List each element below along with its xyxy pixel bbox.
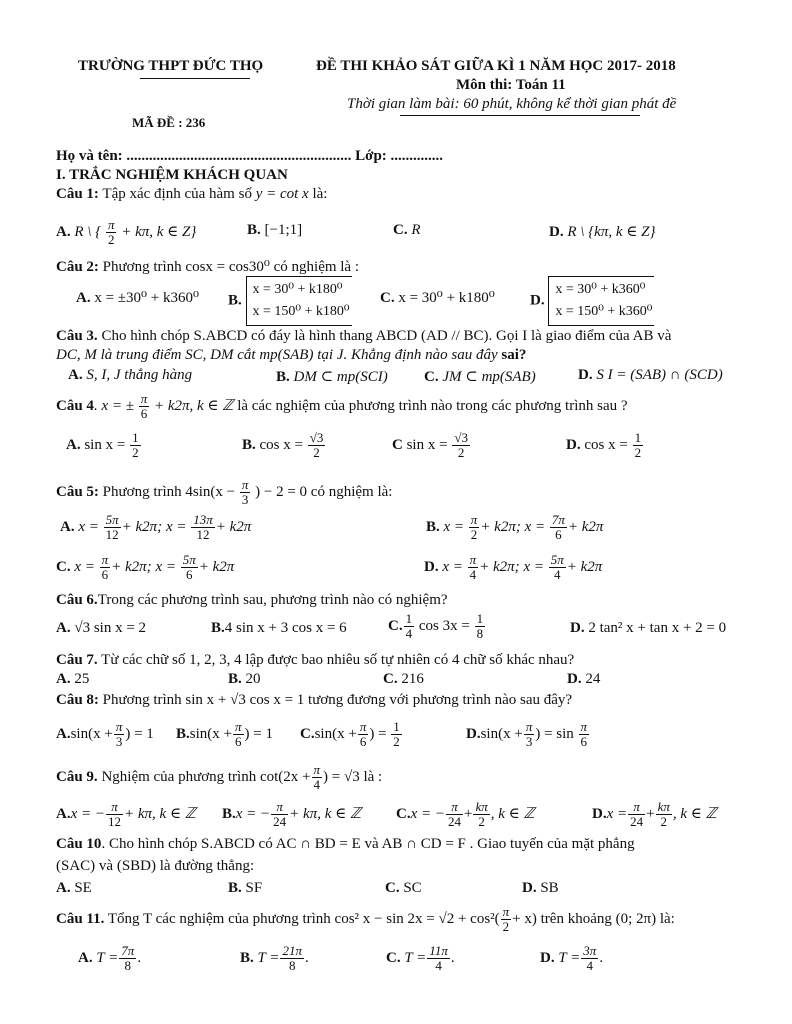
option-text: JM ⊂ mp(SAB) xyxy=(442,369,536,385)
q11-option-b[interactable]: B. T = $\frac{21\pi}{8}$ . xyxy=(240,943,309,973)
option-text: , k ∈ ℤ xyxy=(672,805,717,822)
question-label: Câu 4 xyxy=(56,397,94,414)
option-label: A. xyxy=(56,223,71,240)
option-label: C. xyxy=(393,222,408,238)
question-text: Trong các phương trình sau, phương trình nào có nghiệm? xyxy=(97,592,448,608)
fraction: $\frac{\pi}{4}$ xyxy=(313,762,321,792)
option-label: B. xyxy=(242,436,256,453)
option-text: sin(x + xyxy=(189,725,232,742)
option-label: B. xyxy=(222,805,236,822)
question-label: Câu 2: xyxy=(56,259,99,275)
question-2 xyxy=(56,257,359,276)
question-10-line2: (SAC) và (SBD) là đường thẳng: xyxy=(56,858,255,874)
option-label: C. xyxy=(380,290,395,306)
question-text: Từ các chữ số 1, 2, 3, 4 lập được bao nhiêu số tự nhiên có 4 chữ số khác nhau? xyxy=(101,652,575,668)
question-7 xyxy=(56,652,574,669)
option-label: D. xyxy=(522,880,537,896)
q2-option-d[interactable] xyxy=(530,276,654,326)
q6-option-b[interactable] xyxy=(211,620,347,637)
question-expr: y = cot x xyxy=(255,186,309,202)
q5-option-a[interactable]: A. x = $\frac{5\pi}{12}$ + k2π; x = $\frac{13\pi}{12}$ + k2π xyxy=(60,512,252,542)
q6-option-d[interactable] xyxy=(570,620,726,637)
option-label: D. xyxy=(567,671,582,687)
fraction: $\frac{\pi}{24}$ xyxy=(630,799,644,829)
q8-option-b[interactable] xyxy=(176,720,273,749)
q9-option-d[interactable]: D.x = $\frac{\pi}{24}$ + $\frac{k\pi}{2}$ , k ∈ ℤ xyxy=(592,799,717,829)
option-text: √3 sin x = 2 xyxy=(74,620,147,636)
fraction: $\frac{\pi}{6}$ xyxy=(359,719,367,749)
question-5 xyxy=(56,478,392,507)
fraction: $\frac{1}{4}$ xyxy=(405,611,413,641)
option-label: C. xyxy=(424,369,439,385)
question-label: Câu 3. xyxy=(56,328,98,344)
option-label: C. xyxy=(385,880,400,896)
q1-option-a[interactable] xyxy=(56,218,196,247)
option-label: A. xyxy=(60,518,75,535)
fraction: $\frac{\pi}{6}$ xyxy=(101,552,109,582)
option-text: SE xyxy=(74,880,92,896)
option-text: S I = (SAB) ∩ (SCD) xyxy=(596,367,723,383)
fraction: $\frac{\pi}{6}$ xyxy=(234,719,242,749)
fraction: $\frac{7\pi}{8}$ xyxy=(121,943,135,973)
option-label: C. xyxy=(396,805,411,822)
fraction: $\frac{21\pi}{8}$ xyxy=(282,943,302,973)
fraction: $\frac{\pi}{2}$ xyxy=(470,512,478,542)
option-label: A. xyxy=(56,725,71,742)
option-text: 24 xyxy=(585,671,601,687)
option-label: C. xyxy=(383,671,398,687)
fraction: $\frac{7\pi}{6}$ xyxy=(551,512,565,542)
option-text: R \ { xyxy=(74,223,102,240)
option-label: B. xyxy=(426,518,440,535)
option-label: A. xyxy=(76,290,91,306)
option-text: ) = xyxy=(369,725,387,742)
fraction: $\frac{k\pi}{2}$ xyxy=(657,799,670,829)
equation-system: x = 30⁰ + k180⁰ x = 150⁰ + k180⁰ xyxy=(246,276,352,326)
q7-option-d[interactable] xyxy=(567,671,600,688)
q10-option-a[interactable] xyxy=(56,880,92,897)
option-label: B. xyxy=(228,671,242,687)
q6-option-a[interactable] xyxy=(56,620,146,637)
question-text: Phương trình cosx = cos30⁰ có nghiệm là : xyxy=(102,259,360,275)
question-label: Câu 5: xyxy=(56,483,99,500)
option-text: SF xyxy=(245,880,263,896)
q1-option-d[interactable] xyxy=(549,222,655,241)
option-text: SC xyxy=(403,880,422,896)
option-text: 4 sin x + 3 cos x = 6 xyxy=(224,620,347,636)
q4-option-d[interactable] xyxy=(566,431,644,460)
option-text: SB xyxy=(540,880,559,896)
option-text: cos 3x = xyxy=(418,617,470,634)
option-label: A. xyxy=(56,880,71,896)
question-tail: là: xyxy=(312,186,328,202)
question-10 xyxy=(56,836,635,853)
question-text: Tập xác định của hàm số xyxy=(102,186,252,202)
exam-time-note: Thời gian làm bài: 60 phút, không kể thời gian phát đề xyxy=(347,96,677,112)
option-label: B. xyxy=(211,620,225,636)
question-1 xyxy=(56,186,327,203)
option-text: [−1;1] xyxy=(264,222,303,238)
fraction: $\frac{1}{2}$ xyxy=(393,719,400,749)
option-text: + kπ, k ∈ ℤ xyxy=(124,805,196,822)
question-6 xyxy=(56,592,448,609)
option-text: S, I, J thẳng hàng xyxy=(86,367,193,383)
q3-option-a[interactable] xyxy=(68,367,192,384)
option-text: x = ±30⁰ + k360⁰ xyxy=(94,290,200,306)
option-label: D. xyxy=(566,436,581,453)
option-label: D. xyxy=(592,805,607,822)
option-label: B. xyxy=(176,725,190,742)
question-expr: + k2π, k ∈ ℤ xyxy=(153,397,234,414)
question-11 xyxy=(56,905,675,934)
option-text: sin(x + xyxy=(480,725,523,742)
q4-option-b[interactable] xyxy=(242,431,326,460)
q10-option-d[interactable] xyxy=(522,880,559,897)
fraction: $\frac{13\pi}{12}$ xyxy=(193,512,213,542)
option-text: ) = sin xyxy=(535,725,574,742)
exam-title: ĐỀ THI KHẢO SÁT GIỮA KÌ 1 NĂM HỌC 2017- 2018 xyxy=(316,58,676,74)
q7-option-b[interactable] xyxy=(228,671,261,688)
q2-option-a[interactable] xyxy=(76,288,199,307)
time-underline xyxy=(400,115,640,116)
option-text: x = − xyxy=(410,805,445,822)
q1-option-c[interactable] xyxy=(393,222,421,239)
option-label: C. xyxy=(386,949,401,966)
fraction: $\frac{\pi}{3}$ xyxy=(525,719,533,749)
question-expr: + x) trên khoảng (0; 2π) là: xyxy=(512,910,675,927)
q3-option-d[interactable] xyxy=(578,367,723,384)
fraction: $\frac{√3}{2}$ xyxy=(309,430,324,460)
q10-option-c[interactable] xyxy=(385,880,422,897)
option-label: B. xyxy=(228,880,242,896)
equation-system: x = 30⁰ + k360⁰ x = 150⁰ + k360⁰ xyxy=(548,276,654,326)
option-text: ) = 1 xyxy=(125,725,154,742)
option-text: sin(x + xyxy=(70,725,113,742)
question-expr: Phương trình 4sin(x − xyxy=(102,483,236,500)
question-text: DC, M là trung điểm SC, DM cắt mp(SAB) tại J. Khẳng định nào sau đây xyxy=(56,347,502,363)
question-label: Câu 6. xyxy=(56,592,98,608)
q11-option-c[interactable]: C. T = $\frac{11\pi}{4}$ . xyxy=(386,943,455,973)
fraction: $\frac{\pi}{3}$ xyxy=(115,719,123,749)
q1-option-b[interactable] xyxy=(247,222,302,239)
option-text: x = 30⁰ + k180⁰ xyxy=(398,290,495,306)
fraction: $\frac{\pi}{24}$ xyxy=(273,799,287,829)
option-label: A. xyxy=(56,671,71,687)
school-underline xyxy=(140,78,250,79)
fraction: $\frac{3\pi}{4}$ xyxy=(583,943,597,973)
question-label: Câu 1: xyxy=(56,186,99,202)
question-label: Câu 11. xyxy=(56,910,105,927)
question-expr: Tổng T các nghiệm của phương trình cos² x − sin 2x = √2 + cos²( xyxy=(107,910,500,927)
option-label: A. xyxy=(56,805,71,822)
question-text: Phương trình sin x + √3 cos x = 1 tương đương với phương trình nào sau đây? xyxy=(102,692,573,708)
option-text: + kπ, k ∈ ℤ xyxy=(289,805,362,822)
question-label: Câu 10 xyxy=(56,836,102,852)
fraction: $\frac{\pi}{2}$ xyxy=(107,217,115,247)
q5-option-d[interactable]: D. x = $\frac{\pi}{4}$ + k2π; x = $\frac{5\pi}{4}$ + k2π xyxy=(424,552,603,582)
option-text: ) = 1 xyxy=(244,725,273,742)
option-text: sin x = xyxy=(406,436,448,453)
question-8 xyxy=(56,692,572,709)
q8-option-d[interactable] xyxy=(466,720,590,749)
question-expr: Nghiệm của phương trình cot(2x + xyxy=(101,768,311,785)
fraction: $\frac{k\pi}{2}$ xyxy=(475,799,488,829)
option-label: B. xyxy=(228,292,242,309)
q3-option-b[interactable] xyxy=(276,367,388,386)
question-text: Cho hình chóp S.ABCD có đáy là hình thang ABCD (AD // BC). Gọi I là giao điểm của AB và xyxy=(101,328,672,344)
q4-option-c[interactable] xyxy=(392,431,471,460)
option-label: D. xyxy=(530,292,545,309)
option-label: D. xyxy=(466,725,481,742)
question-3-line2 xyxy=(56,347,526,364)
fraction: $\frac{1}{2}$ xyxy=(634,430,642,460)
question-label: Câu 7. xyxy=(56,652,98,668)
question-expr: ) − 2 = 0 có nghiệm là: xyxy=(255,483,393,500)
fraction: $\frac{\pi}{6}$ xyxy=(140,391,148,421)
option-label: A. xyxy=(78,949,93,966)
question-text: là các nghiệm của phương trình nào trong các phương trình sau ? xyxy=(237,397,628,414)
question-4 xyxy=(56,392,628,421)
fraction: $\frac{5\pi}{6}$ xyxy=(182,552,196,582)
option-label: C. xyxy=(56,558,71,575)
q7-option-a[interactable] xyxy=(56,671,89,688)
option-text: cos x = xyxy=(259,436,303,453)
option-label: C. xyxy=(300,725,315,742)
option-label: A. xyxy=(56,620,71,636)
option-text: R \ {kπ, k ∈ Z} xyxy=(567,224,656,240)
question-label: Câu 9. xyxy=(56,768,98,785)
option-label: B. xyxy=(276,369,290,385)
fraction: $\frac{5\pi}{12}$ xyxy=(105,512,119,542)
option-label: A. xyxy=(68,367,83,383)
fraction: $\frac{1}{8}$ xyxy=(476,611,484,641)
option-text: 25 xyxy=(74,671,90,687)
option-label: B. xyxy=(240,949,254,966)
question-text: . Cho hình chóp S.ABCD có AC ∩ BD = E và AB ∩ CD = F . Giao tuyến của mặt phẳng xyxy=(101,836,635,852)
fraction: $\frac{5\pi}{4}$ xyxy=(550,552,564,582)
fraction: $\frac{\pi}{2}$ xyxy=(502,904,510,934)
q3-option-c[interactable] xyxy=(424,367,536,386)
q4-option-a[interactable] xyxy=(66,431,142,460)
fraction: $\frac{√3}{2}$ xyxy=(454,430,468,460)
option-label: D. xyxy=(570,620,585,636)
q10-option-b[interactable] xyxy=(228,880,262,897)
option-text: sin x = xyxy=(84,436,126,453)
option-label: C. xyxy=(388,617,403,634)
q5-option-b[interactable]: B. x = $\frac{\pi}{2}$ + k2π; x = $\frac{7\pi}{6}$ + k2π xyxy=(426,512,604,542)
exam-subject: Môn thi: Toán 11 xyxy=(456,77,566,93)
q9-option-a[interactable] xyxy=(56,800,196,829)
fraction: $\frac{\pi}{4}$ xyxy=(469,552,477,582)
option-text: , k ∈ ℤ xyxy=(490,805,535,822)
question-expr: ) = √3 là : xyxy=(323,768,383,785)
option-label: D. xyxy=(424,558,439,575)
option-text: x = − xyxy=(235,805,271,822)
q2-option-c[interactable] xyxy=(380,288,495,307)
q5-option-c[interactable]: C. x = $\frac{\pi}{6}$ + k2π; x = $\frac{5\pi}{6}$ + k2π xyxy=(56,552,235,582)
name-line: Họ và tên: ............................................................ Lớp: .............. xyxy=(56,148,444,164)
q8-option-c[interactable] xyxy=(300,720,403,749)
section-title: I. TRẮC NGHIỆM KHÁCH QUAN xyxy=(56,167,288,183)
option-text: 20 xyxy=(245,671,261,687)
option-text: x = − xyxy=(70,805,105,822)
q11-option-d[interactable]: D. T = $\frac{3\pi}{4}$ . xyxy=(540,943,604,973)
fraction: $\frac{\pi}{12}$ xyxy=(108,799,121,829)
option-text: sin(x + xyxy=(314,725,357,742)
q2-option-b[interactable] xyxy=(228,276,352,326)
option-label: C xyxy=(392,436,403,453)
question-expr: . x = ± xyxy=(93,397,134,414)
option-text: 2 tan² x + tan x + 2 = 0 xyxy=(588,620,727,636)
option-text: DM ⊂ mp(SCI) xyxy=(293,369,388,385)
question-label: Câu 8: xyxy=(56,692,99,708)
option-text: x = xyxy=(606,805,628,822)
q8-option-a[interactable] xyxy=(56,720,154,749)
school-name: TRƯỜNG THPT ĐỨC THỌ xyxy=(78,58,264,74)
option-text: R xyxy=(411,222,421,238)
q7-option-c[interactable] xyxy=(383,671,424,688)
option-label: D. xyxy=(540,949,555,966)
question-3 xyxy=(56,328,671,345)
fraction: $\frac{\pi}{3}$ xyxy=(241,477,249,507)
option-label: D. xyxy=(578,367,593,383)
fraction: $\frac{1}{2}$ xyxy=(132,430,139,460)
option-text: cos x = xyxy=(584,436,628,453)
question-9 xyxy=(56,763,382,792)
q11-option-a[interactable]: A. T = $\frac{7\pi}{8}$ . xyxy=(78,943,142,973)
q9-option-c[interactable]: C.x = − $\frac{\pi}{24}$ + $\frac{k\pi}{2}$ , k ∈ ℤ xyxy=(396,799,535,829)
option-label: A. xyxy=(66,436,81,453)
q9-option-b[interactable] xyxy=(222,800,361,829)
fraction: $\frac{\pi}{24}$ xyxy=(448,799,461,829)
exam-code: MÃ ĐỀ : 236 xyxy=(132,115,206,130)
fraction: $\frac{\pi}{6}$ xyxy=(580,719,588,749)
option-label: D. xyxy=(549,224,564,240)
question-emphasis: sai? xyxy=(501,347,527,363)
fraction: $\frac{11\pi}{4}$ xyxy=(429,943,448,973)
option-label: B. xyxy=(247,222,261,238)
q6-option-c[interactable] xyxy=(388,612,486,641)
option-text: + kπ, k ∈ Z} xyxy=(121,223,197,240)
option-text: 216 xyxy=(401,671,424,687)
